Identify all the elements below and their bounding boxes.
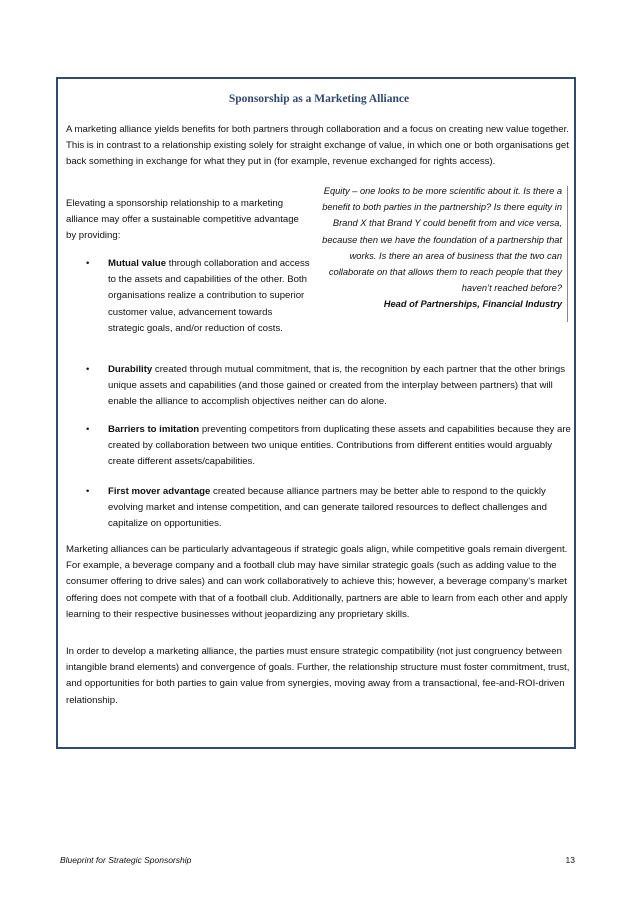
body-paragraph: Marketing alliances can be particularly advantageous if strategic goals align, while competitive goals remain divergent. For example, a beverage company and a football club may have similar strategic goals (such as adding value to the consumer offering to drive sales) and can work collaboratively to achieve this; however, a beverage company’s market offering does not compete with that of a football club. Additionally, partners are able to learn from each other and apply learning to their respective businesses without jeopardizing any proprietary skills. [66, 544, 568, 620]
bullet-text: created through mutual commitment, that is, the recognition by each partner that the other brings unique assets and capabilities (and those gained or created from the interplay between partners) that will enable the alliance to accomplish objectives neither can do alone. [108, 364, 566, 408]
bullet-item [86, 362, 574, 411]
quote-text: Equity – one looks to be more scientific about it. Is there a benefit to both parties in the partnership? Is there equity in Brand X that Brand Y could benefit from and vice versa, because then we have the foundation of a partnership that works. Is there an area of business that the two can collaborate on that allows them to reach people that they haven’t reached before? [322, 186, 562, 294]
body-paragraph: In order to develop a marketing alliance, the parties must ensure strategic compatibility (not just congruency between intangible brand elements) and convergence of goals. Further, the relationship structure must foster commitment, trust, and opportunities for both parties to gain value from synergies, moving away from a transactional, fee-and-ROI-driven relationship. [66, 646, 570, 706]
lead-paragraph: Elevating a sponsorship relationship to a marketing alliance may offer a sustainable competitive advantage by providing: [66, 198, 299, 242]
quote-rule [567, 186, 568, 322]
bullet-item [86, 256, 310, 337]
bullet-term: Barriers to imitation [108, 424, 200, 435]
bullet-term: Mutual value [108, 258, 167, 269]
bullet-marker: • [86, 486, 90, 497]
bullet-marker: • [86, 424, 90, 435]
quote-attribution: Head of Partnerships, Financial Industry [383, 299, 562, 310]
bullet-text: through collaboration and access to the assets and capabilities of the other. Both organisations realize a contribution to superior customer value, advancement towards strategic goals, and/or reduction of costs. [108, 258, 310, 334]
intro-paragraph: A marketing alliance yields benefits for both partners through collaboration and a focus on creating new value together. This is in contrast to a relationship existing solely for straight exchange of value, in which one or both organisations get back something in exchange for what they put in (for example, revenue exchanged for rights access). [66, 124, 569, 168]
bullet-marker: • [86, 364, 90, 375]
bullet-item [86, 484, 574, 533]
bullet-term: First mover advantage [108, 486, 211, 497]
bullet-text: created because alliance partners may be better able to respond to the quickly evolving market and intense competition, and can generate tailored resources to deflect challenges and capitalize on opportunities. [108, 486, 547, 530]
bullet-text: preventing competitors from duplicating these assets and capabilities because they are created by collaboration between two unique entities. Contributions from different entities would arguably create different assets/capabilities. [108, 424, 571, 468]
page-number: 13 [565, 855, 575, 865]
bullet-marker: • [86, 258, 90, 269]
pull-quote [318, 183, 566, 313]
footer-doc-title: Blueprint for Strategic Sponsorship [60, 855, 192, 865]
bullet-item [86, 422, 574, 471]
bullet-term: Durability [108, 364, 153, 375]
section-title: Sponsorship as a Marketing Alliance [228, 93, 410, 105]
